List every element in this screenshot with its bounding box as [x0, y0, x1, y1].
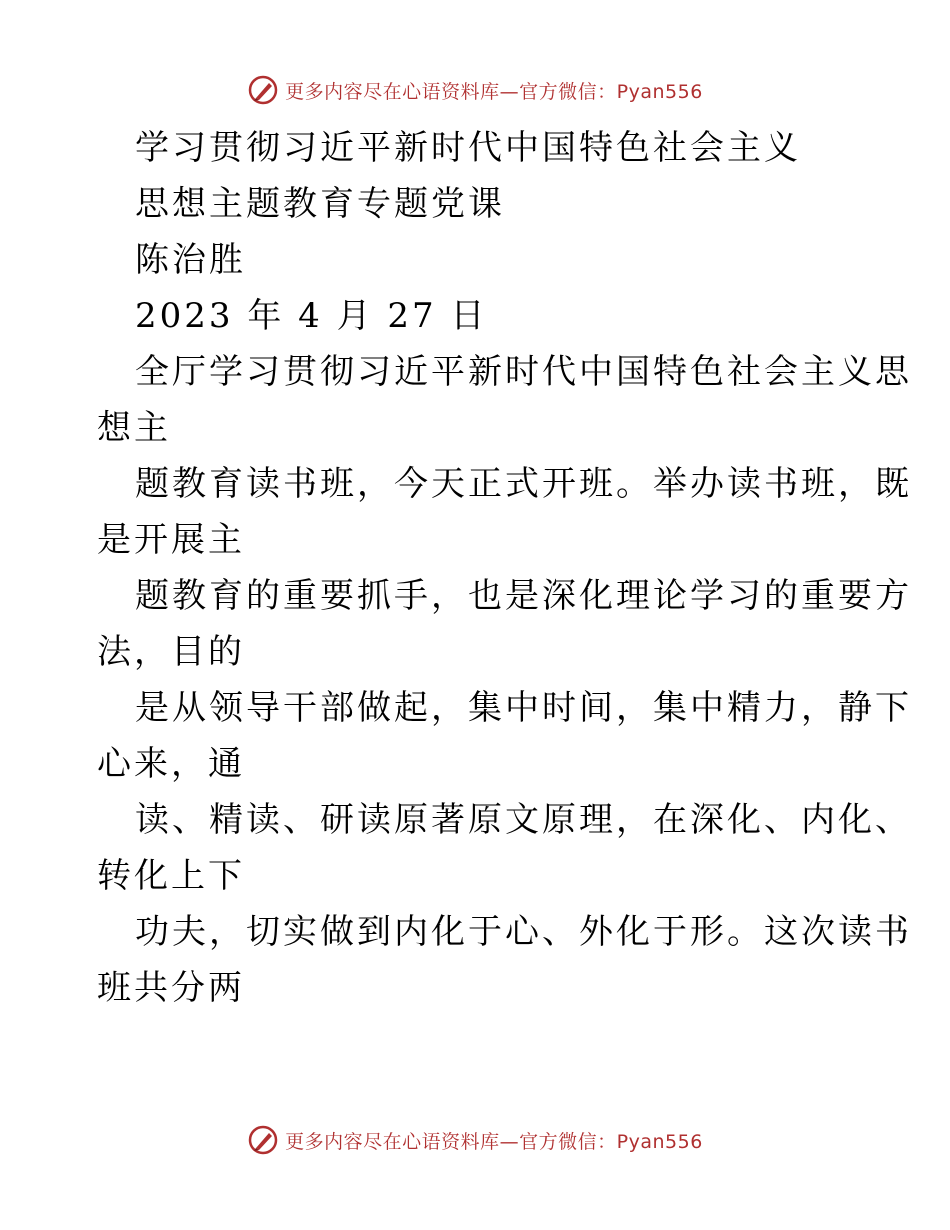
text-line: 法，目的 [97, 632, 245, 672]
header-watermark [0, 70, 950, 110]
text-line: 思想主题教育专题党课 [135, 184, 505, 224]
text-line: 全厅学习贯彻习近平新时代中国特色社会主义思 [135, 352, 912, 392]
quill-pen-logo-icon [247, 74, 279, 106]
watermark-text: 更多内容尽在心语资料库—官方微信：Pyan556 [285, 80, 703, 103]
text-line: 题教育的重要抓手，也是深化理论学习的重要方 [135, 576, 912, 616]
footer-watermark [0, 1120, 950, 1160]
text-line: 陈治胜 [135, 240, 246, 280]
text-line: 是开展主 [97, 520, 245, 560]
text-line: 读、精读、研读原著原文原理，在深化、内化、 [135, 800, 912, 840]
text-line: 是从领导干部做起，集中时间，集中精力，静下 [135, 688, 912, 728]
text-line: 2023 年 4 月 27 日 [135, 296, 488, 336]
text-line: 心来，通 [97, 744, 245, 784]
text-line: 班共分两 [97, 968, 245, 1008]
watermark-text: 更多内容尽在心语资料库—官方微信：Pyan556 [285, 1130, 703, 1153]
text-line: 转化上下 [97, 856, 245, 896]
text-line: 想主 [97, 408, 171, 448]
text-line: 功夫，切实做到内化于心、外化于形。这次读书 [135, 912, 912, 952]
text-line: 题教育读书班，今天正式开班。举办读书班，既 [135, 464, 912, 504]
quill-pen-logo-icon [247, 1124, 279, 1156]
document-body [97, 120, 912, 1016]
text-line: 学习贯彻习近平新时代中国特色社会主义 [135, 128, 801, 168]
